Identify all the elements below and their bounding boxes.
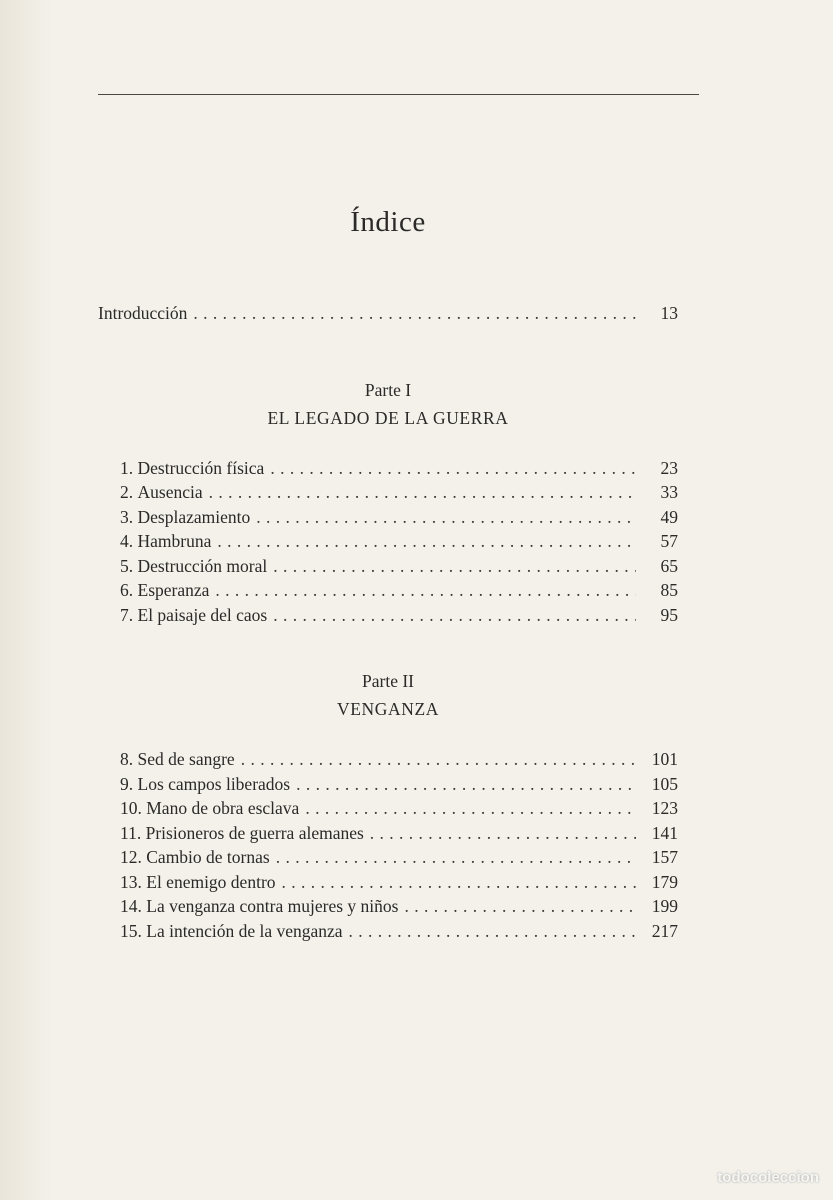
dot-leader	[282, 870, 636, 895]
dot-leader	[193, 301, 636, 326]
part-title: EL LEGADO DE LA GUERRA	[267, 407, 509, 428]
chapter-number: 11.	[120, 822, 142, 843]
chapter-number: 6.	[120, 580, 134, 600]
chapter-number: 15.	[120, 920, 142, 941]
entry-page: 217	[651, 920, 678, 941]
dot-leader	[256, 505, 636, 530]
entry-page: 65	[660, 555, 678, 576]
part-title: VENGANZA	[336, 699, 439, 719]
entry-label: Esperanza	[137, 580, 210, 600]
entry-page: 57	[660, 531, 678, 551]
entry-label: Desplazamiento	[137, 506, 251, 527]
chapter-number: 3.	[120, 506, 134, 527]
entry-page: 85	[660, 580, 678, 600]
watermark-text: todocoleccion	[717, 1169, 819, 1186]
chapter-number: 4.	[120, 531, 134, 551]
chapter-number: 12.	[120, 847, 142, 867]
chapter-number: 14.	[120, 896, 142, 916]
chapter-number: 9.	[120, 773, 134, 794]
dot-leader	[217, 529, 636, 554]
entry-label: Mano de obra esclava	[146, 798, 300, 818]
entry-label: Sed de sangre	[137, 749, 235, 769]
dot-leader	[241, 747, 636, 772]
dot-leader	[209, 480, 636, 505]
chapter-number: 13.	[120, 871, 142, 892]
toc-entry	[120, 554, 678, 579]
entry-label: Destrucción física	[137, 457, 265, 478]
toc-entry	[120, 578, 678, 603]
entry-label: Prisioneros de guerra alemanes	[145, 822, 364, 843]
toc-entry	[120, 505, 678, 530]
entry-page: 101	[651, 749, 678, 769]
part-heading	[98, 667, 678, 723]
header-rule	[98, 94, 699, 95]
toc-entry	[120, 845, 678, 870]
dot-leader	[215, 578, 636, 603]
entry-label: Destrucción moral	[137, 555, 268, 576]
dot-leader	[270, 456, 636, 481]
toc-entry	[120, 894, 678, 919]
dot-leader	[370, 821, 636, 846]
dot-leader	[273, 554, 636, 579]
chapter-number: 1.	[120, 457, 134, 478]
chapter-number: 10.	[120, 798, 142, 818]
entry-page: 157	[651, 847, 678, 867]
part-number: Parte I	[364, 379, 412, 400]
entry-label: La venganza contra mujeres y niños	[146, 896, 399, 916]
entry-label: Los campos liberados	[137, 773, 291, 794]
chapter-number: 5.	[120, 555, 134, 576]
entry-label: Introducción	[98, 303, 188, 323]
dot-leader	[305, 796, 636, 821]
toc-entry	[120, 529, 678, 554]
entry-label: El paisaje del caos	[137, 604, 268, 625]
chapter-number: 8.	[120, 749, 134, 769]
entry-page: 95	[660, 604, 678, 625]
toc-entry	[120, 796, 678, 821]
entry-label: Ausencia	[137, 482, 203, 502]
dot-leader	[296, 772, 636, 797]
entry-page: 199	[651, 896, 678, 916]
toc-entry	[120, 821, 678, 846]
dot-leader	[349, 919, 636, 944]
book-gutter	[0, 0, 52, 1200]
entry-page: 13	[660, 303, 678, 323]
entry-page: 123	[651, 798, 678, 818]
dot-leader	[273, 603, 636, 628]
dot-leader	[276, 845, 636, 870]
toc-entry	[120, 480, 678, 505]
entry-page: 105	[651, 773, 678, 794]
entry-label: La intención de la venganza	[146, 920, 343, 941]
toc-entry	[120, 603, 678, 628]
chapter-number: 7.	[120, 604, 134, 625]
index-page	[98, 205, 678, 943]
toc-entry	[120, 456, 678, 481]
entry-page: 23	[660, 457, 678, 478]
part-heading	[98, 376, 678, 432]
chapter-list	[98, 456, 678, 628]
toc-entry	[120, 870, 678, 895]
entry-page: 141	[651, 822, 678, 843]
entry-label: El enemigo dentro	[146, 871, 276, 892]
toc-entry-introduction	[98, 301, 678, 326]
entry-label: Hambruna	[137, 531, 212, 551]
toc-entry	[120, 772, 678, 797]
page-title: Índice	[350, 206, 426, 238]
part-number: Parte II	[362, 671, 414, 691]
entry-page: 33	[660, 482, 678, 502]
chapter-list	[98, 747, 678, 943]
entry-label: Cambio de tornas	[146, 847, 270, 867]
toc-entry	[120, 747, 678, 772]
toc-entry	[120, 919, 678, 944]
entry-page: 49	[660, 506, 678, 527]
dot-leader	[404, 894, 636, 919]
chapter-number: 2.	[120, 482, 134, 502]
entry-page: 179	[651, 871, 678, 892]
